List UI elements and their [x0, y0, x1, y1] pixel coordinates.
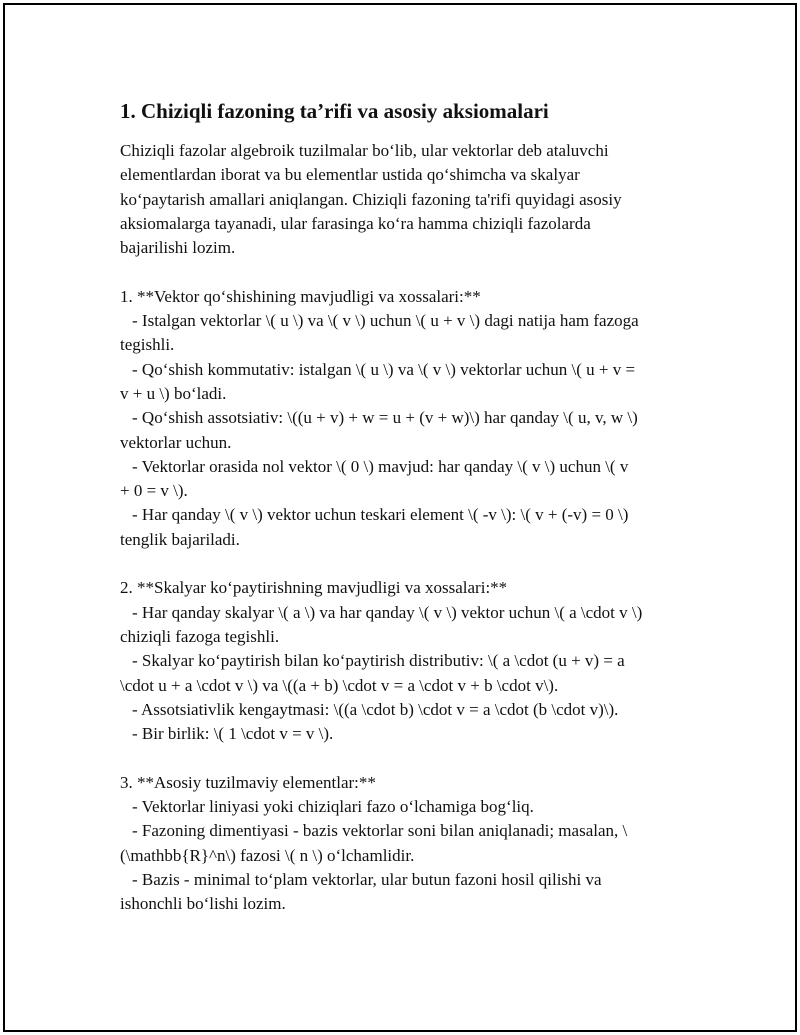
paragraph-gap	[120, 552, 690, 576]
intro-paragraph	[120, 139, 690, 285]
text-line: - Bazis - minimal to‘plam vektorlar, ular butun fazoni hosil qilishi va	[132, 869, 602, 889]
text-line: + 0 = v \).	[120, 481, 188, 501]
text-line: - Vektorlar orasida nol vektor \( 0 \) mavjud: har qanday \( v \) uchun \( v	[132, 456, 629, 476]
text-line: - Skalyar ko‘paytirish bilan ko‘paytirish distributiv: \( a \cdot (u + v) = a	[132, 651, 625, 671]
document-title: 1. Chiziqli fazoning ta’rifi va asosiy aksiomalari	[120, 99, 549, 123]
text-line: - Bir birlik: \( 1 \cdot v = v \).	[132, 724, 334, 744]
text-line: \cdot u + a \cdot v \) va \((a + b) \cdot v = a \cdot v + b \cdot v\).	[120, 675, 559, 695]
section-vector-addition	[120, 285, 690, 577]
text-line: - Fazoning dimentiyasi - bazis vektorlar soni bilan aniqlanadi; masalan, \	[132, 821, 628, 841]
text-line: tenglik bajariladi.	[120, 529, 240, 549]
section-heading: 2. **Skalyar ko‘paytirishning mavjudligi va xossalari:**	[120, 578, 508, 598]
text-line: - Qo‘shish kommutativ: istalgan \( u \) va \( v \) vektorlar uchun \( u + v =	[132, 359, 636, 379]
section-structural-elements	[120, 771, 690, 917]
text-line: tegishli.	[120, 335, 175, 355]
text-line: elementlardan iborat va bu elementlar ustida qo‘shimcha va skalyar	[120, 165, 580, 185]
text-line: ishonchli bo‘lishi lozim.	[120, 894, 286, 914]
text-line: ko‘paytarish amallari aniqlangan. Chiziqli fazoning ta'rifi quyidagi asosiy	[120, 189, 622, 209]
text-line: - Har qanday skalyar \( a \) va har qanday \( v \) vektor uchun \( a \cdot v \)	[132, 602, 643, 622]
text-line: - Assotsiativlik kengaytmasi: \((a \cdot b) \cdot v = a \cdot (b \cdot v)\).	[132, 699, 619, 719]
paragraph-gap	[120, 746, 690, 770]
text-line: - Istalgan vektorlar \( u \) va \( v \) uchun \( u + v \) dagi natija ham fazoga	[132, 311, 639, 331]
text-line: Chiziqli fazolar algebroik tuzilmalar bo‘lib, ular vektorlar deb ataluvchi	[120, 141, 609, 160]
text-line: v + u \) bo‘ladi.	[120, 383, 227, 403]
text-line: - Har qanday \( v \) vektor uchun teskari element \( -v \): \( v + (-v) = 0 \)	[132, 505, 629, 525]
text-line: chiziqli fazoga tegishli.	[120, 626, 280, 646]
section-heading: 3. **Asosiy tuzilmaviy elementlar:**	[120, 772, 376, 792]
text-line: - Vektorlar liniyasi yoki chiziqlari fazo o‘lchamiga bog‘liq.	[132, 797, 534, 817]
paragraph-gap	[120, 260, 690, 284]
page-frame	[3, 3, 797, 1032]
document-content	[120, 97, 690, 917]
section-scalar-multiplication	[120, 576, 690, 770]
section-heading: 1. **Vektor qo‘shishining mavjudligi va xossalari:**	[120, 286, 481, 306]
text-line: aksiomalarga tayanadi, ular farasinga ko‘ra hamma chiziqli fazolarda	[120, 213, 591, 233]
text-line: vektorlar uchun.	[120, 432, 232, 452]
text-line: bajarilishi lozim.	[120, 238, 236, 258]
text-line: (\mathbb{R}^n\) fazosi \( n \) o‘lchamlidir.	[120, 845, 415, 865]
text-line: - Qo‘shish assotsiativ: \((u + v) + w = u + (v + w)\) har qanday \( u, v, w \)	[132, 408, 638, 428]
